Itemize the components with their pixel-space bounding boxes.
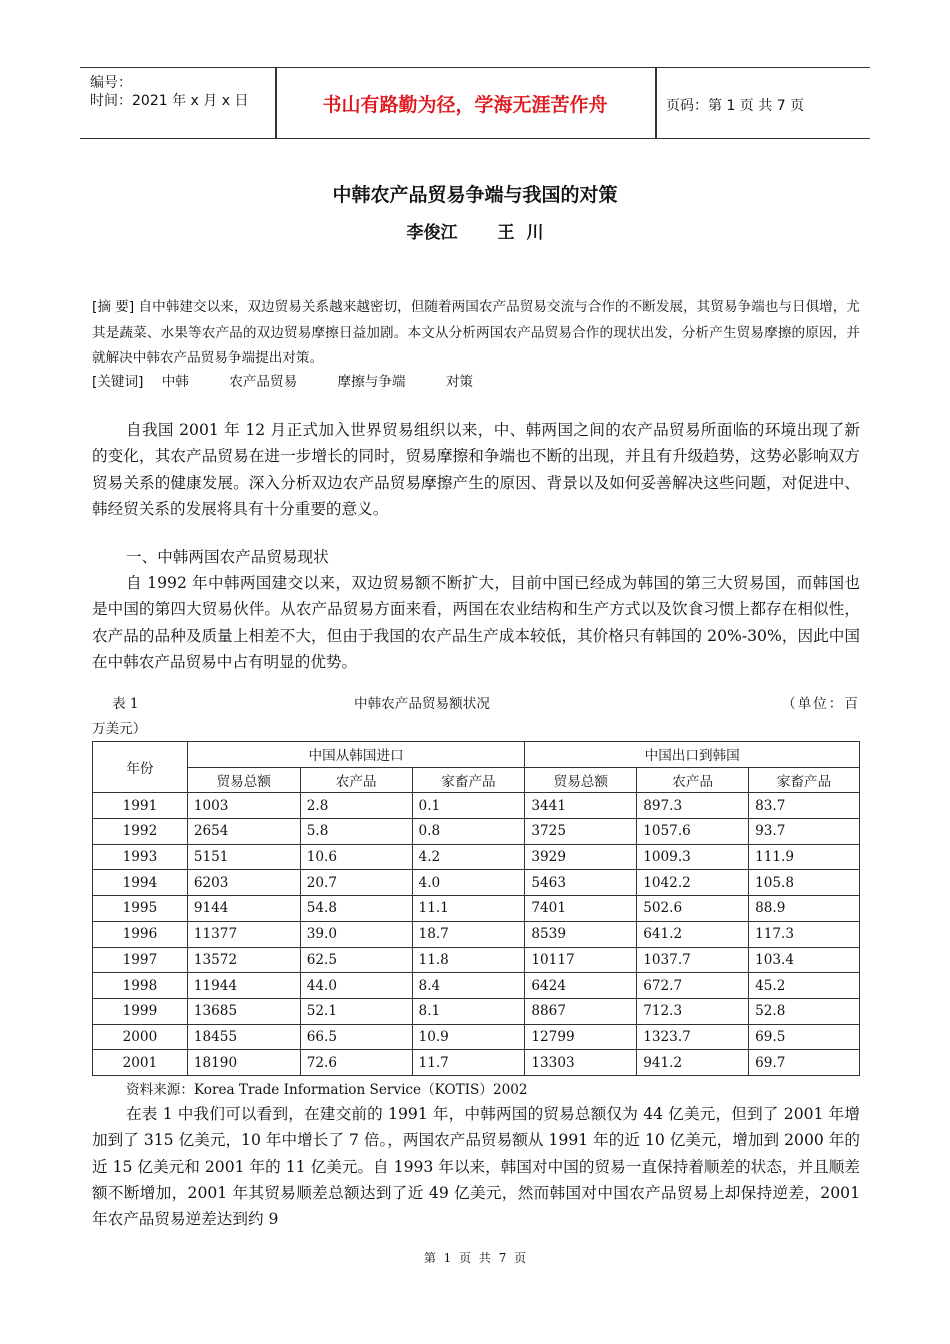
abstract-text: 自中韩建交以来，双边贸易关系越来越密切，但随着两国农产品贸易交流与合作的不断发展，其贸易争端也与日俱增，尤其是蔬菜、水果等农产品的双边贸易摩擦日益加剧。本文从分析两国农产品贸易合作的现状出发，分析产生贸易摩擦的原因，并就解决中韩农产品贸易争端提出对策。: [92, 299, 860, 366]
column-header: 农产品: [637, 767, 749, 793]
table-title: 中韩农产品贸易额状况: [354, 696, 490, 712]
value-cell: 13572: [187, 947, 300, 973]
author-name: 李俊江: [406, 223, 458, 243]
abstract: [92, 295, 860, 372]
value-cell: 39.0: [300, 921, 412, 947]
keywords: [92, 370, 509, 390]
table-unit-cont: 万美元）: [92, 721, 147, 737]
value-cell: 69.5: [749, 1024, 860, 1050]
value-cell: 8867: [525, 998, 637, 1024]
value-cell: 20.7: [300, 870, 412, 896]
value-cell: 6424: [525, 973, 637, 999]
year-cell: 1999: [93, 998, 188, 1024]
value-cell: 1042.2: [637, 870, 749, 896]
keyword: 摩擦与争端: [337, 374, 406, 390]
column-header: 家畜产品: [412, 767, 525, 793]
value-cell: 88.9: [749, 896, 860, 922]
value-cell: 0.1: [412, 793, 525, 819]
table-row: [93, 844, 860, 870]
value-cell: 5151: [187, 844, 300, 870]
keyword: 农产品贸易: [229, 374, 298, 390]
value-cell: 44.0: [300, 973, 412, 999]
year-cell: 1995: [93, 896, 188, 922]
value-cell: 712.3: [637, 998, 749, 1024]
value-cell: 11944: [187, 973, 300, 999]
table-row: [93, 896, 860, 922]
value-cell: 13303: [525, 1050, 637, 1076]
column-header: 贸易总额: [525, 767, 637, 793]
table-row: [93, 973, 860, 999]
intro-paragraph: 自我国 2001 年 12 月正式加入世界贸易组织以来，中、韩两国之间的农产品贸易所面临的环境出现了新的变化，其农产品贸易在进一步增长的同时，贸易摩擦和争端也不断的出现，并且有升级趋势，这势必影响双方贸易关系的健康发展。深入分析双边农产品贸易摩擦产生的原因、背景以及如何妥善解决这些问题，对促进中、韩经贸关系的发展将具有十分重要的意义。: [92, 421, 860, 518]
value-cell: 93.7: [749, 819, 860, 845]
analysis-paragraph: 在表 1 中我们可以看到，在建交前的 1991 年，中韩两国的贸易总额仅为 44 亿美元，但到了 2001 年增加到了 315 亿美元，10 年中增长了 7 倍。，两国农产品贸易额从 1991 年的近 10 亿美元，增加到 2000 年的近 15 亿美元和 2001 年的 11 亿美元。自 1993 年以来，韩国对中国的贸易一直保持着顺差的状态，并且顺差额不断增加，2001 年其贸易顺差总额达到了近 49 亿美元，然而韩国对中国农产品贸易上却保持逆差，2001 年农产品贸易逆差达到约 9: [92, 1105, 860, 1229]
section-heading: 一、中韩两国农产品贸易现状: [126, 548, 329, 566]
section-paragraph: 自 1992 年中韩两国建交以来，双边贸易额不断扩大，目前中国已经成为韩国的第三大贸易国，而韩国也是中国的第四大贸易伙伴。从农产品贸易方面来看，两国在农业结构和生产方式以及饮食习惯上都存在相似性，农产品的品种及质量上相差不大，但由于我国的农产品生产成本较低，其价格只有韩国的 20%-30%，因此中国在中韩农产品贸易中占有明显的优势。: [92, 574, 860, 671]
trade-table: [92, 741, 860, 1076]
value-cell: 83.7: [749, 793, 860, 819]
value-cell: 72.6: [300, 1050, 412, 1076]
column-header: 农产品: [300, 767, 412, 793]
value-cell: 117.3: [749, 921, 860, 947]
author-name: 王 川: [497, 223, 544, 243]
year-cell: 1996: [93, 921, 188, 947]
value-cell: 897.3: [637, 793, 749, 819]
keyword: 中韩: [161, 374, 189, 390]
column-header: 贸易总额: [187, 767, 300, 793]
header-number: 编号：: [90, 75, 132, 91]
value-cell: 0.8: [412, 819, 525, 845]
value-cell: 502.6: [637, 896, 749, 922]
export-group-header: 中国出口到韩国: [525, 742, 860, 768]
value-cell: 1057.6: [637, 819, 749, 845]
table-subheader-row: [93, 767, 860, 793]
value-cell: 103.4: [749, 947, 860, 973]
value-cell: 105.8: [749, 870, 860, 896]
value-cell: 18.7: [412, 921, 525, 947]
table-row: [93, 947, 860, 973]
table-row: [93, 998, 860, 1024]
value-cell: 641.2: [637, 921, 749, 947]
table-label: 表 1: [112, 696, 139, 712]
table-header-row: [93, 742, 860, 768]
value-cell: 1003: [187, 793, 300, 819]
import-group-header: 中国从韩国进口: [187, 742, 525, 768]
value-cell: 18190: [187, 1050, 300, 1076]
value-cell: 1009.3: [637, 844, 749, 870]
keyword: 对策: [445, 374, 474, 390]
value-cell: 111.9: [749, 844, 860, 870]
value-cell: 5463: [525, 870, 637, 896]
value-cell: 672.7: [637, 973, 749, 999]
year-cell: 1993: [93, 844, 188, 870]
year-cell: 1991: [93, 793, 188, 819]
year-header: 年份: [93, 742, 188, 793]
value-cell: 11.7: [412, 1050, 525, 1076]
table-source: 资料来源：Korea Trade Information Service（KOTIS）2002: [126, 1082, 528, 1098]
value-cell: 1037.7: [637, 947, 749, 973]
table-row: [93, 793, 860, 819]
year-cell: 1992: [93, 819, 188, 845]
table-row: [93, 819, 860, 845]
value-cell: 4.0: [412, 870, 525, 896]
value-cell: 45.2: [749, 973, 860, 999]
table-row: [93, 1024, 860, 1050]
value-cell: 10.6: [300, 844, 412, 870]
value-cell: 3929: [525, 844, 637, 870]
value-cell: 52.1: [300, 998, 412, 1024]
header-page-info: 页码：第 1 页 共 7 页: [666, 98, 805, 114]
value-cell: 18455: [187, 1024, 300, 1050]
value-cell: 12799: [525, 1024, 637, 1050]
column-header: 家畜产品: [749, 767, 860, 793]
table-row: [93, 870, 860, 896]
year-cell: 2000: [93, 1024, 188, 1050]
authors: [0, 218, 950, 243]
value-cell: 11377: [187, 921, 300, 947]
value-cell: 9144: [187, 896, 300, 922]
header-meta: [90, 74, 248, 110]
value-cell: 7401: [525, 896, 637, 922]
value-cell: 11.1: [412, 896, 525, 922]
document-title: 中韩农产品贸易争端与我国的对策: [332, 184, 618, 206]
page-header: [80, 67, 870, 139]
value-cell: 66.5: [300, 1024, 412, 1050]
value-cell: 5.8: [300, 819, 412, 845]
value-cell: 2654: [187, 819, 300, 845]
header-divider: [655, 68, 657, 138]
value-cell: 3441: [525, 793, 637, 819]
value-cell: 6203: [187, 870, 300, 896]
year-cell: 1997: [93, 947, 188, 973]
value-cell: 54.8: [300, 896, 412, 922]
keywords-label: [关键词]: [92, 374, 144, 390]
value-cell: 8539: [525, 921, 637, 947]
table-unit: （单位：百: [782, 696, 860, 712]
value-cell: 941.2: [637, 1050, 749, 1076]
table-body: [93, 793, 860, 1076]
table-row: [93, 921, 860, 947]
page-footer: 第 1 页 共 7 页: [423, 1251, 527, 1265]
table-row: [93, 1050, 860, 1076]
value-cell: 10117: [525, 947, 637, 973]
value-cell: 69.7: [749, 1050, 860, 1076]
value-cell: 13685: [187, 998, 300, 1024]
value-cell: 11.8: [412, 947, 525, 973]
header-date: 时间：2021 年 x 月 x 日: [90, 93, 249, 109]
year-cell: 1994: [93, 870, 188, 896]
value-cell: 62.5: [300, 947, 412, 973]
year-cell: 2001: [93, 1050, 188, 1076]
abstract-label: [摘 要]: [92, 299, 135, 315]
value-cell: 3725: [525, 819, 637, 845]
value-cell: 10.9: [412, 1024, 525, 1050]
header-motto: 书山有路勤为径，学海无涯苦作舟: [322, 94, 608, 116]
value-cell: 4.2: [412, 844, 525, 870]
value-cell: 8.4: [412, 973, 525, 999]
value-cell: 1323.7: [637, 1024, 749, 1050]
value-cell: 2.8: [300, 793, 412, 819]
year-cell: 1998: [93, 973, 188, 999]
value-cell: 8.1: [412, 998, 525, 1024]
value-cell: 52.8: [749, 998, 860, 1024]
